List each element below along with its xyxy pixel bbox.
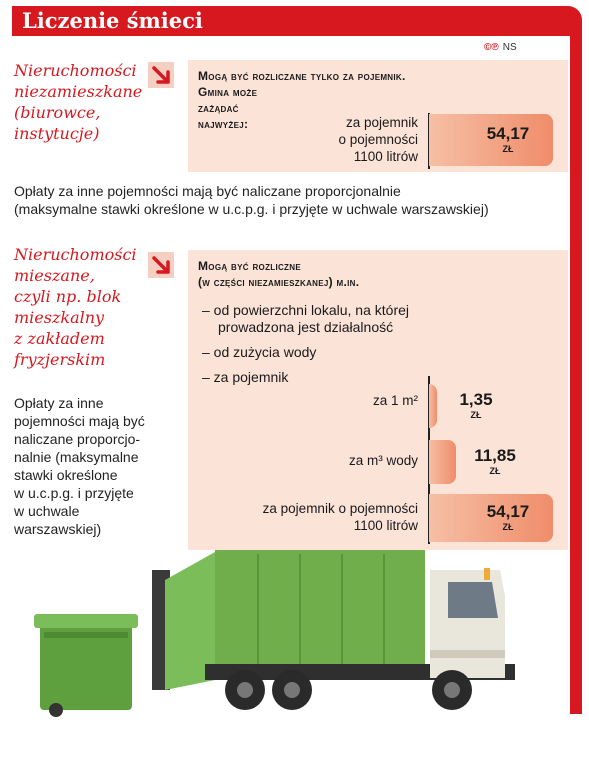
heading-line: Mogą być rozliczne [198,259,301,273]
bar-label [300,392,418,409]
bar-label-line: 1100 litrów [353,518,418,533]
wheelie-bin-icon [34,614,138,717]
chart-bar [429,440,456,484]
bullet-item: – od powierzchni lokalu, na której [202,302,410,318]
bar-label-line: o pojemności [338,132,418,147]
page-title: Liczenie śmieci [22,8,203,33]
category-line: fryzjerskim [14,350,106,369]
category-line: Nieruchomości [14,61,137,80]
bar-unit-label: ZŁ [502,522,514,532]
note-line: naliczane proporcjo- [14,431,141,447]
bar-label-line: za pojemnik o pojemności [262,501,418,516]
bar-label-line: za 1 m² [372,393,418,408]
heading-line: Mogą być rozliczane tylko za pojemnik. [198,69,406,83]
bullet-item: – od zużycia wody [202,344,317,360]
category-line: (biurowce, [14,103,101,122]
bullet-item: – za pojemnik [202,369,289,385]
note-line: w u.c.p.g. i przyjęte [14,485,134,501]
category-line: Nieruchomości [14,245,137,264]
bar-value-label: 54,17 [486,124,530,143]
copyright-marks: ©℗ [484,42,499,53]
garbage-truck-icon [152,550,515,710]
bar-unit-label: ZŁ [470,410,482,420]
note-line: stawki określone [14,467,118,483]
chart-bar [429,384,437,428]
note-line: warszawskiej) [14,521,102,537]
note-line: pojemności mają być [14,413,145,429]
heading-line: najwyżej: [198,117,249,131]
category-line: czyli np. blok [14,287,122,306]
garbage-truck-illustration [0,540,589,760]
bar-value-label: 54,17 [486,502,530,521]
credits [484,42,517,53]
bullet-item-continuation: prowadzona jest działalność [218,319,394,335]
note-line: nalnie (maksymalne [14,449,139,465]
category-line: instytucje) [14,124,100,143]
category-line: z zakładem [14,329,105,348]
heading-line: Gmina może [198,85,258,99]
author-initials: NS [502,42,517,53]
bar-label-line: za pojemnik [345,115,418,130]
note-line: w uchwale [14,503,80,519]
heading-line: zażądać [198,101,239,115]
category-line: mieszane, [14,266,95,285]
bar-label [290,114,418,165]
section2-note [14,394,145,538]
bar-unit-label: ZŁ [489,466,501,476]
section1-note [14,182,489,218]
bar-label-line: za m³ wody [348,453,418,468]
title-bar [12,6,560,36]
arrow-icon [148,252,174,278]
category-line: mieszkalny [14,308,105,327]
bar-value-label: 11,85 [474,446,516,465]
bar-label [300,452,418,469]
arrow-icon [148,62,174,88]
section1-category [14,60,142,144]
bar-value-label: 1,35 [459,390,493,409]
note-line: (maksymalne stawki określone w u.c.p.g. i przyjęte w uchwale warszawskiej) [14,201,489,217]
section2-category [14,244,137,370]
note-line: Opłaty za inne pojemności mają być naliczane proporcjonalnie [14,183,401,199]
section2-heading [198,258,359,290]
bar-label-line: 1100 litrów [353,149,418,164]
bar-unit-label: ZŁ [502,144,514,154]
heading-line: (w części niezamieszkanej) m.in. [198,275,360,289]
note-line: Opłaty za inne [14,395,104,411]
bar-label [200,500,418,534]
category-line: niezamieszkane [14,82,143,101]
